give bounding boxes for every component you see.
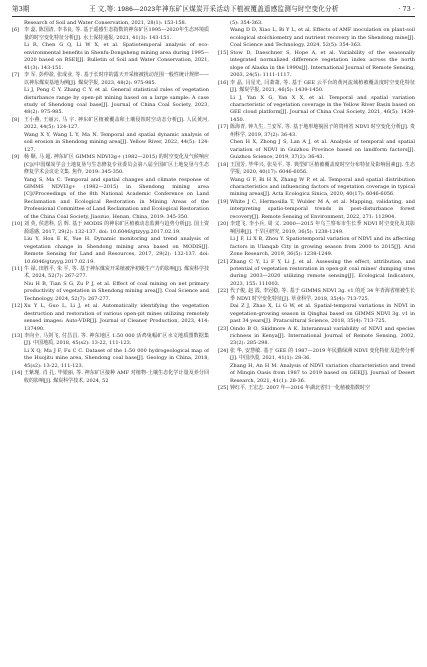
reference-translation	[218, 363, 415, 385]
reference-number: [24]	[218, 347, 229, 354]
reference-text: (5): 354-363.	[230, 20, 263, 26]
reference-columns	[12, 20, 415, 393]
reference-number: [22]	[218, 288, 229, 295]
reference-translation	[218, 236, 415, 258]
reference-number	[12, 281, 24, 303]
reference-translation	[218, 27, 415, 49]
reference-translation	[12, 87, 209, 117]
reference-text: Li J, Peng C Y, Zhang C Y, et al. General statistical rules of vegetation disturbance range by open-pit mining based on a large sample: A case study of Shendong coal base[J]. Journal of China Coal Society, 2023, 48(2): 975-985.	[24, 87, 209, 116]
reference-text: Li J, Yan X G, Yan X X, et al. Temporal and spatial variation characteristic of vegetation coverage in the Yellow River Basin based on GEE cloud platform[J]. Journal of China Coal Society, 2021, 46(5): 1439-1450.	[230, 94, 415, 123]
reference-number	[218, 139, 230, 161]
reference-number	[12, 132, 24, 154]
reference-text: 钟红平, 王宏志. 2007 年—2016 年湖北省归一化植被指数时空	[230, 385, 370, 392]
reference-number	[218, 303, 230, 325]
reference-number: [14]	[12, 370, 23, 377]
reference-number: [19]	[218, 198, 229, 205]
reference-number: [23]	[218, 325, 229, 332]
reference-number	[218, 236, 230, 258]
reference-text: Wang G F, Bi H X, Zhang W P, et al. Temporal and spatial distribution characteristics and influencing factors of vegetation coverage in typical mining areas[J]. Acta Ecologica Sinica, 2020, 40(17): 6046-6056.	[230, 176, 415, 198]
reference-text: Liu Y, Hou E K, Yue H. Dynamic monitoring and trend analysis of vegetation change in Shendong mining area based on MODIS[J]. Remote Sensing for Land and Resources, 2017, 29(2): 132-137. doi: 10.6046/gtzyyg.2017.02.19.	[24, 236, 209, 265]
reference-text: 王国芳, 毕华兴, 张昊平, 等. 典型矿区植被覆盖度时空分布特征及影响因素[J]. 生态学报, 2020, 40(17): 6046-6056.	[230, 161, 415, 176]
running-title: 王 文,等: 1986—2023年神东矿区煤炭开采活动下植被覆盖遥感监测与时空变化分析	[88, 6, 339, 13]
reference-number	[12, 348, 24, 370]
reference-text: Li R, Chen G Q, Li W X, et al. Spatiotemporal analysis of eco-environmental benefits in Shenfu-Dongsheng mining area during 1995—2020 based on RSEI[J]. Bulletin of Soil and Water Conservation, 2021, 41(3): 143-151.	[24, 42, 209, 71]
reference-text: 李向全, 马剑飞, 付昌昌, 等. 神东地区 1:50 000 活鸡兔幅矿区水文地质图数据集[J]. 中国地质, 2018, 45(s2): 13-22, 111-123.	[24, 333, 209, 347]
reference-number: [13]	[12, 333, 23, 340]
reference-number: [8]	[12, 116, 20, 123]
reference-translation	[218, 20, 415, 27]
reference-number: [11]	[12, 265, 23, 272]
reference-number: [15]	[218, 49, 229, 56]
reference-entry	[218, 259, 415, 289]
reference-number: [20]	[218, 221, 229, 228]
reference-text: Research of Soil and Water Conservation, 2021, 28(1): 153-158.	[24, 20, 187, 26]
reference-translation	[218, 139, 415, 161]
reference-text: 牛 禄, 田胜平, 朱 平, 等. 基于神东煤炭开采植被净初级生产力的影响[J]. 煤炭科学技术, 2024, 52(7): 267-277.	[24, 265, 209, 280]
reference-number: [10]	[12, 221, 23, 228]
reference-entry	[12, 333, 209, 348]
reference-text: 李 军, 彭仲盈, 张成业, 等. 基于长时序的露天开采植被扰动范围一般性统计规律——以神东煤炭基地为例[J]. 煤炭学报, 2023, 48(2): 975-985.	[24, 72, 209, 86]
reference-number	[218, 20, 230, 27]
reference-number: [6]	[12, 27, 20, 34]
reference-entry	[12, 370, 209, 385]
reference-translation	[12, 236, 209, 266]
reference-text: 杨 顺, 马 超. 神东矿区 GIMMS NDVI3g+ (1982—2015) 的时空变化及气候响应[C]//中国煤炭学会土地复垦与生态修复专业委员会第八届全国矿区土地复垦与生态修复学术会议论文集. 焦作, 2019: 345-350.	[24, 154, 209, 176]
reference-number	[218, 363, 230, 385]
reference-entry	[218, 326, 415, 348]
reference-number: [9]	[12, 154, 20, 161]
reference-text: 陈海青, 钟九生, 兰安军, 等. 基于地形地貌因子的贵州省 NDVI 时空变化分析[J]. 贵州科学, 2019, 37(2): 36-43.	[230, 124, 415, 138]
reference-text: Zhang H, An H M. Analysis of NDVI variation characteristics and trend of Minqin Oasis from 1987 to 2019 based on GEE[J]. Journal of Desert Research, 2021, 41(1): 28-36.	[230, 362, 415, 384]
reference-number: [25]	[218, 385, 229, 392]
issue-number: 第3期	[12, 5, 30, 13]
reference-translation	[12, 42, 209, 72]
reference-text: Dai Z J, Zhao X, Li G W, et al. Spatial-temporal variations in NDVI in vegetation-growing season in Qinghai based on GIMMS NDVI 3g. v1 in past 34 years[J]. Pratacultural Science, 2018, 35(4): 713-725.	[230, 303, 415, 325]
reference-entry	[12, 303, 209, 333]
reference-entry	[218, 124, 415, 139]
reference-entry	[218, 50, 415, 80]
reference-text: Zhang C Y, Li F Y, Li J, et al. Assessing the effect, attribution, and potential of vegetation restoration in open-pit coal mines' dumping sites during 2003—2020 utilizing remote sensing[J]. Ecological Indicators, 2023, 155: 111003.	[230, 258, 415, 287]
reference-translation	[12, 281, 209, 303]
reference-translation	[12, 348, 209, 370]
reference-number	[12, 236, 24, 266]
reference-number	[12, 177, 24, 222]
reference-entry	[12, 221, 209, 236]
reference-number	[218, 27, 230, 49]
reference-column-right	[218, 20, 415, 393]
reference-text: Wang D D, Xiao L, Bi Y L, et al. Effects of AMF inoculation on plant-soil ecological stoichiometry and nutrient recovery in the Shendong mine[J]. Coal Science and Technology, 2024, 52(5): 354-363.	[230, 27, 415, 49]
reference-number: [18]	[218, 161, 229, 168]
reference-entry	[218, 348, 415, 363]
reference-entry	[218, 162, 415, 177]
reference-translation	[218, 95, 415, 125]
reference-translation	[218, 303, 415, 325]
reference-text: Li J F, Li X B, Zhou Y. Spatiotemporal variation of NDVI and its affecting factors in Ulanqab City in growing season from 2000 to 2015[J]. Arid Zone Research, 2019, 36(5): 1238-1249.	[230, 236, 415, 258]
reference-text: Stow D, Daeschner S, Hope A, et al. Variability of the seasonally integrated normalized difference vegetation index across the north slope of Alaska in the 1990s[J]. International Journal of Remote Sensing, 2003, 24(5): 1111-1117.	[230, 49, 415, 79]
reference-text: 李 蕊, 陈国清, 李书良, 等. 基于遥感生态指数的神东矿区1995—2020年生态环境质量的时空变化特征分析[J]. 水土保持通报, 2021, 41(3): 143-151.	[24, 27, 209, 41]
reference-number: [16]	[218, 79, 229, 86]
reference-entry	[218, 199, 415, 221]
reference-number: [17]	[218, 124, 229, 131]
running-header	[12, 4, 415, 17]
reference-entry	[218, 288, 415, 303]
reference-text: 张 华, 安慧敏. 基于 GEE 的 1987—2019 年民勤绿洲 NDVI 变化特征及趋势分析[J]. 中国沙漠, 2021, 41(1): 28-36.	[230, 347, 415, 362]
reference-text: 王小燕, 王丽云, 马 宇. 神东矿区植被覆盖和土壤侵蚀时空动态分析[J]. 人民黄河, 2022, 44(5): 124-127.	[24, 116, 209, 131]
reference-translation	[12, 177, 209, 222]
reference-entry	[218, 80, 415, 95]
reference-text: White J C, Hermosilla T, Wulder M A, et al. Mapping, validating, and interpreting spatio-temporal trends in post-disturbance forest recovery[J]. Remote Sensing of Environment, 2022, 271: 112904.	[230, 198, 415, 220]
reference-number	[12, 20, 24, 27]
reference-number	[12, 42, 24, 72]
reference-number	[218, 95, 230, 125]
reference-number: [12]	[12, 303, 23, 310]
reference-text: Oindo B O, Skidmore A K. Interannual variability of NDVI and species richness in Kenya[J]. International Journal of Remote Sensing, 2002, 23(2): 285-298.	[230, 325, 415, 347]
reference-text: Xu Y L, Guo L, Li J, et al. Automatically identifying the vegetation destruction and restoration of various open-pit mines utilizing remotely sensed images: Auto-VDR[J]. Journal of Cleaner Production, 2023, 414: 137490.	[24, 303, 209, 332]
reference-text: Chen H X, Zhong J S, Lan A J, et al. Analysis of temporal and spatial variation of NDVI in Guizhou Province based on landform factors[J]. Guizhou Science, 2019, 37(2): 36-43.	[230, 139, 415, 161]
reference-text: Yang S, Ma C. Temporal and spatial changes and climate response of GIMMS NDVI3g+ (1982—2015) in Shendong mining area [C]//Proceedings of the 8th National Academic Conference on Land Reclamation and Ecological Restoration in Mining Areas of the Professional Committee of Land Reclamation and Ecological Restoration of the China Coal Society, Jiaozuo, Henan, China, 2019: 345-350.	[24, 176, 209, 220]
reference-number: [21]	[218, 258, 229, 265]
reference-entry	[12, 117, 209, 132]
reference-text: 李建飞, 李小兵, 周 义. 2000—2015 年乌兰察布市生长季 NDVI 时空变化及其影响因素[J]. 干旱区研究, 2019, 36(5): 1238-1249.	[230, 221, 415, 235]
reference-translation	[218, 177, 415, 199]
reference-number: [7]	[12, 72, 20, 79]
reference-text: Li X Q, Ma J F, Fu C C. Dataset of the 1:50 000 hydrogeological map of the Huojitu mine area, Shendong coal base[J]. Geology in China, 2018, 45(s2): 13-22, 111-123.	[24, 347, 209, 369]
reference-text: 代子俊, 赵 霞, 李冠稳, 等. 基于 GIMMS NDVI 3g. v1 的近 34 年青海省植被生长季 NDVI 时空变化特征[J]. 草业科学, 2018, 35(4): 713-725.	[230, 288, 415, 302]
page-number: · 73 ·	[398, 5, 415, 13]
reference-number	[12, 87, 24, 117]
reference-entry	[218, 385, 415, 392]
reference-text: Wang X Y, Wang L Y, Ma N. Temporal and spatial dynamic analysis of soil erosion in Shendong mining area[J]. Yellow River, 2022, 44(5): 124-127.	[24, 131, 209, 153]
reference-number	[218, 177, 230, 199]
reference-entry	[218, 221, 415, 236]
reference-text: 刘 英, 侯恩科, 岳 辉. 基于 MODIS 的神东矿区植被动态监测与趋势分析[J]. 国土资源遥感, 2017, 29(2): 132-137. doi: 10.6046/gtzyyg.2017.02.19.	[24, 221, 209, 235]
reference-entry	[12, 266, 209, 281]
reference-entry	[12, 72, 209, 87]
reference-translation	[12, 132, 209, 154]
reference-entry	[12, 27, 209, 42]
reference-column-left	[12, 20, 209, 393]
reference-entry	[12, 154, 209, 176]
reference-text: 李 晶, 闫星光, 闫萧萧, 等. 基于 GEE 云平台的黄河流域植被覆盖度时空变化特征[J]. 煤炭学报, 2021, 46(5): 1439-1450.	[230, 79, 415, 94]
reference-text: 王紫瑾, 肖 扎, 毕银丽, 等. 神东矿区接种 AMF 对植物-土壤生态化学计量及养分回收的影响[J]. 煤炭科学技术, 2024, 52	[24, 370, 209, 384]
reference-text: Niu H B, Tian S G, Zu P J, et al. Effect of coal mining on net primary productivity of vegetation in Shendong mining area[J]. Coal Science and Technology, 2024, 52(7): 267-277.	[24, 280, 209, 302]
